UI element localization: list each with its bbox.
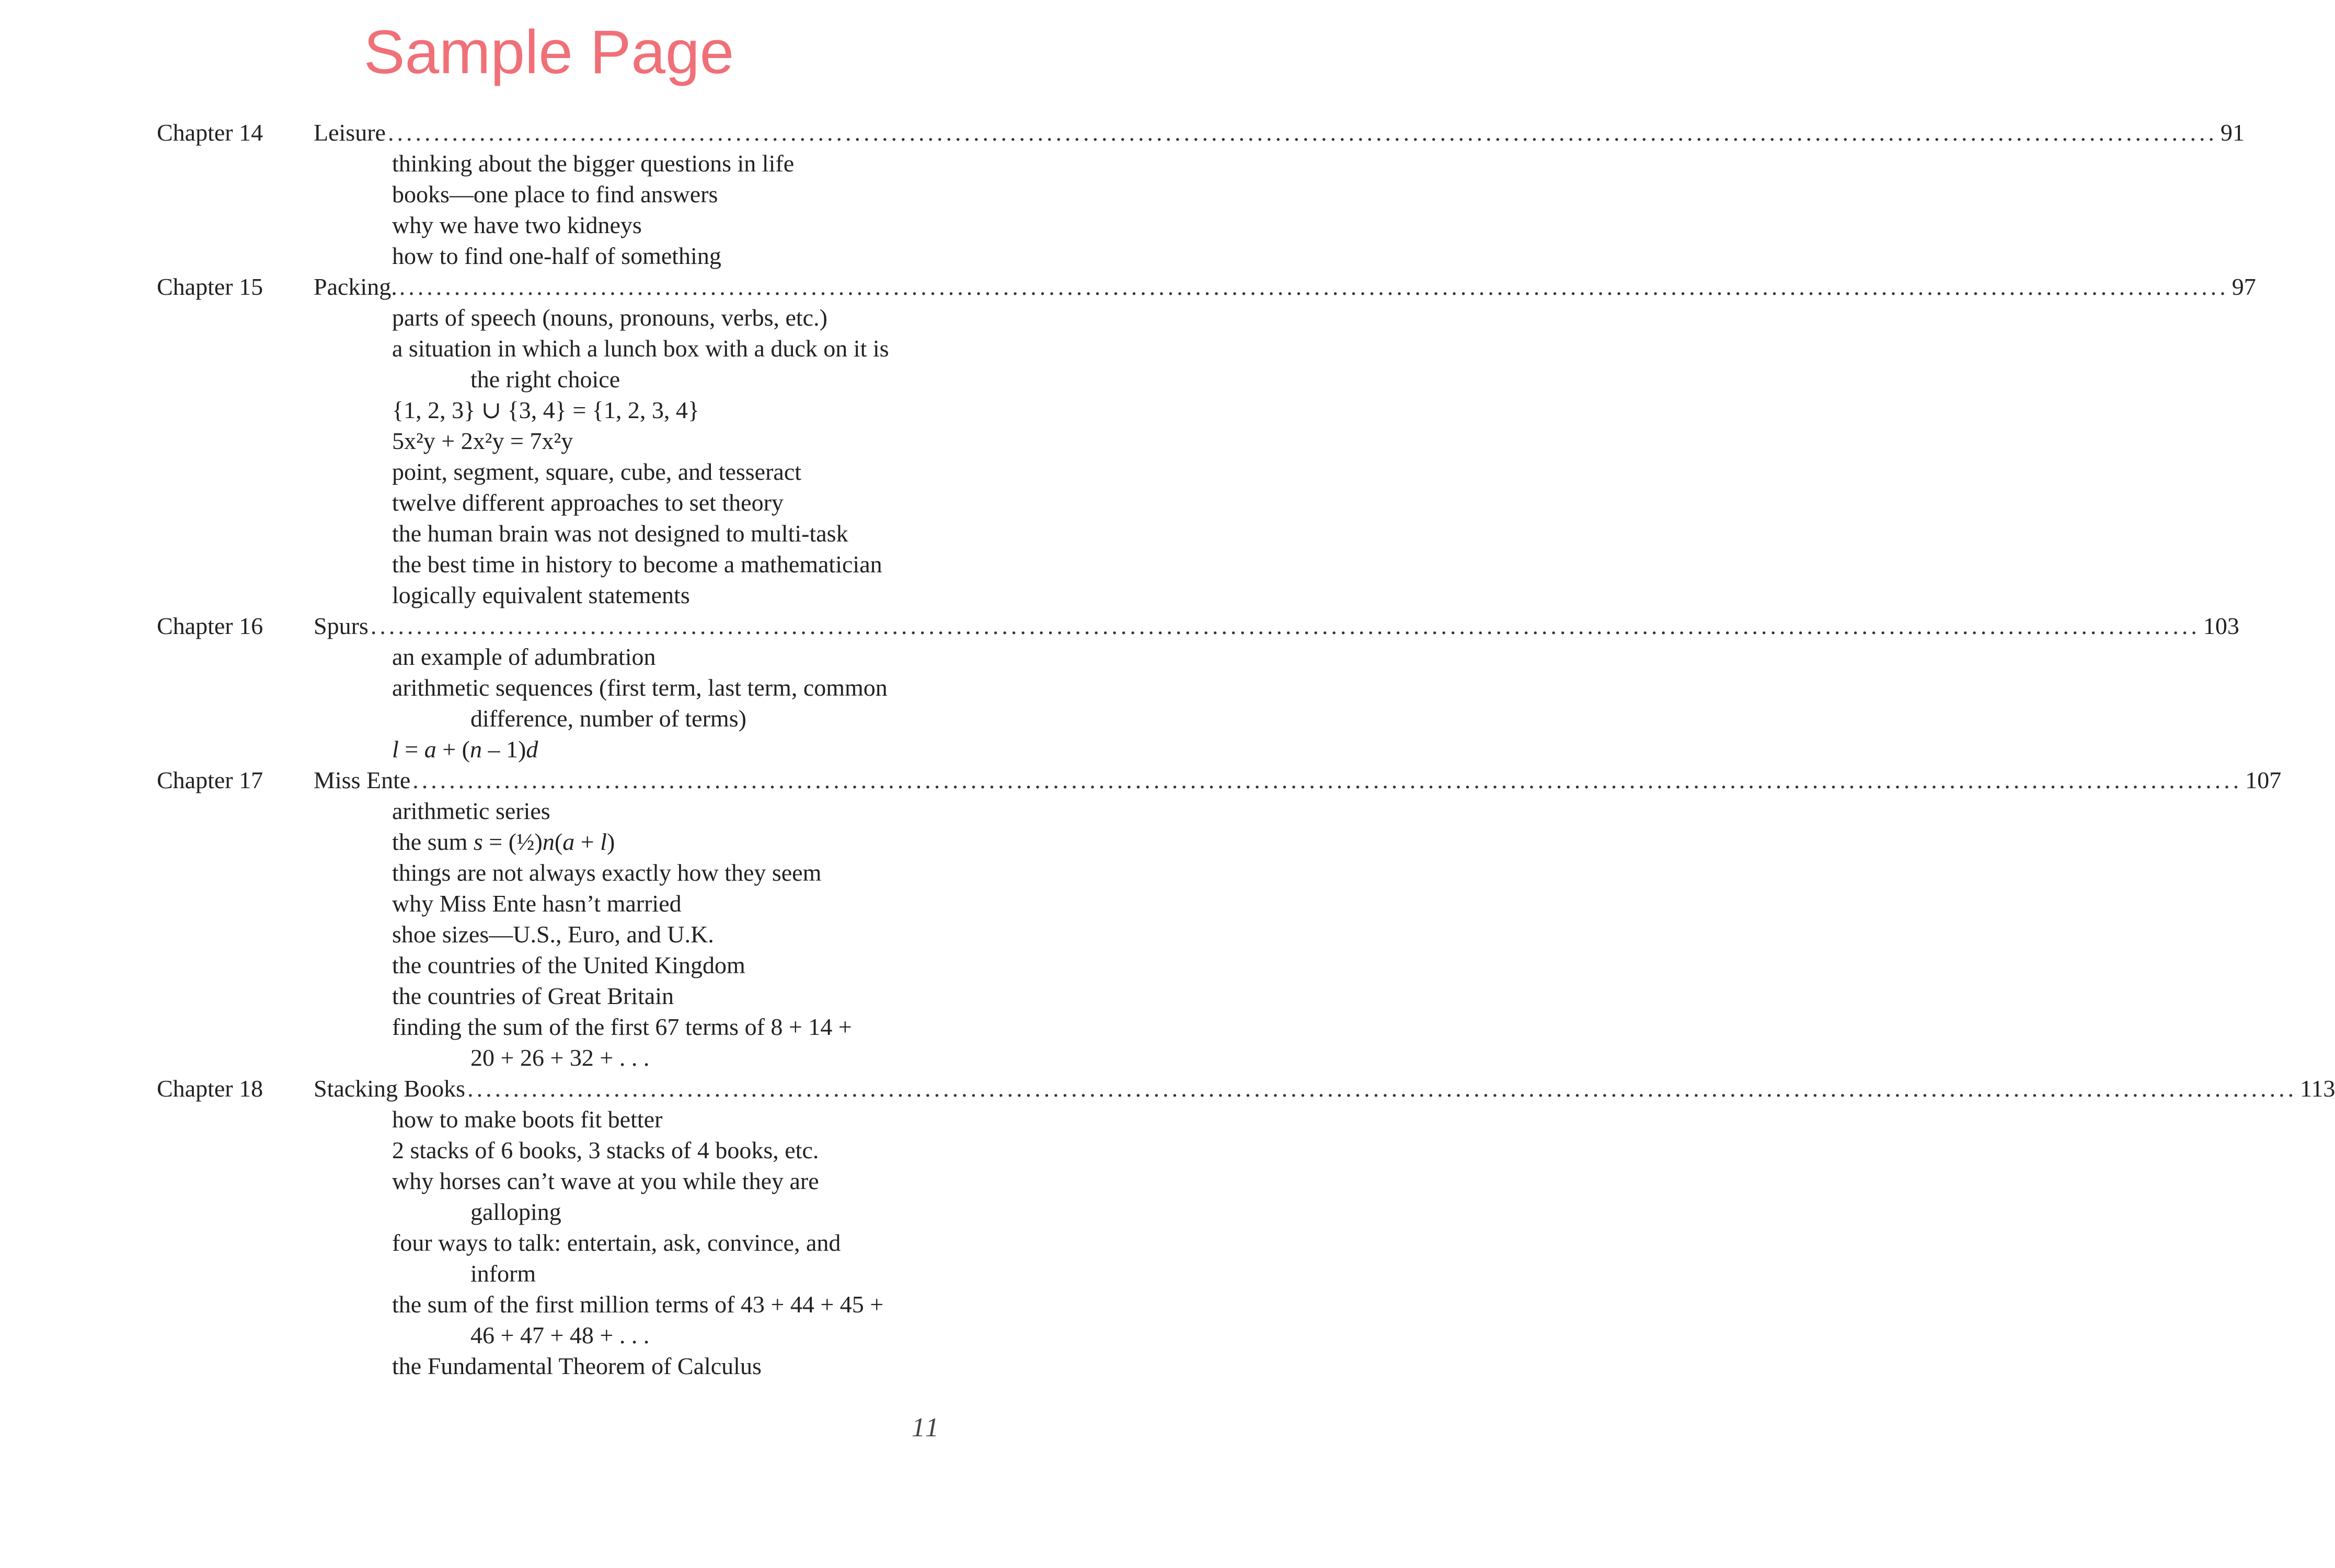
toc-chapter-heading: [157, 610, 2239, 641]
chapter-number: Chapter 16: [157, 613, 263, 639]
chapter-title: Packing.: [314, 273, 397, 300]
dot-leader: ........................................................................................................................................................................................................: [399, 273, 2229, 300]
topic-item: [392, 1011, 941, 1073]
dot-leader: ........................................................................................................................................................................................................: [412, 767, 2242, 793]
topic-item: [392, 395, 941, 425]
topic-text: books—one place to find answers: [392, 181, 718, 207]
topic-item: [392, 302, 941, 333]
topic-item: [392, 1289, 941, 1351]
topic-item: [392, 580, 941, 610]
topic-text: {1, 2, 3} ∪ {3, 4} = {1, 2, 3, 4}: [392, 397, 699, 423]
topic-item: [392, 487, 941, 518]
topic-item: [392, 857, 941, 888]
topic-item: [392, 950, 941, 981]
chapter-topic-list: [157, 148, 941, 271]
topic-item: [392, 826, 941, 857]
topic-text-continuation: 46 + 47 + 48 + . . .: [470, 1322, 650, 1348]
chapter-topic-list: [157, 302, 941, 610]
topic-text: a situation in which a lunch box with a duck on it is: [392, 335, 889, 362]
dot-leader: ........................................................................................................................................................................................................: [467, 1075, 2297, 1102]
topic-item: [392, 981, 941, 1011]
topic-text-continuation: galloping: [470, 1198, 561, 1225]
topic-item: [392, 1166, 941, 1227]
toc-chapter: [157, 610, 2239, 765]
topic-item: [392, 148, 941, 179]
topic-text: arithmetic sequences (first term, last term, common: [392, 674, 888, 701]
dot-leader: ........................................................................................................................................................................................................: [370, 613, 2200, 639]
chapter-number: Chapter 15: [157, 273, 263, 300]
topic-text: twelve different approaches to set theory: [392, 489, 784, 516]
topic-text: the countries of the United Kingdom: [392, 952, 745, 978]
toc-chapter: [157, 1073, 2335, 1381]
topic-item: [392, 210, 941, 240]
chapter-page-number: 113: [2300, 1075, 2335, 1102]
topic-item: [392, 425, 941, 456]
toc-chapter: [157, 765, 2282, 1073]
page-number: 11: [911, 1413, 941, 1443]
chapter-page-number: 97: [2232, 273, 2256, 300]
topic-item: [392, 734, 941, 765]
topic-text: the sum s = (½)n(a + l): [392, 828, 615, 855]
topic-text: point, segment, square, cube, and tesseract: [392, 458, 802, 485]
toc-chapter: [157, 117, 2245, 271]
topic-text: four ways to talk: entertain, ask, convince, and: [392, 1229, 841, 1256]
table-of-contents: [157, 117, 2335, 1381]
topic-text: how to make boots fit better: [392, 1106, 663, 1133]
topic-text: finding the sum of the first 67 terms of 8 + 14 +: [392, 1013, 852, 1040]
chapter-number: Chapter 14: [157, 119, 263, 146]
topic-text: 5x²y + 2x²y = 7x²y: [392, 428, 573, 454]
chapter-title: Stacking Books: [314, 1075, 466, 1102]
topic-item: [392, 456, 941, 487]
topic-item: [392, 518, 941, 549]
topic-text: why we have two kidneys: [392, 212, 642, 238]
topic-item: [392, 1135, 941, 1166]
topic-text: the Fundamental Theorem of Calculus: [392, 1353, 762, 1379]
chapter-topic-list: [157, 1104, 941, 1381]
chapter-title: Miss Ente: [314, 767, 411, 793]
topic-text: 2 stacks of 6 books, 3 stacks of 4 books, etc.: [392, 1137, 819, 1163]
topic-text: an example of adumbration: [392, 643, 656, 670]
topic-text-continuation: the right choice: [470, 366, 620, 393]
topic-item: [392, 888, 941, 919]
topic-text: the countries of Great Britain: [392, 983, 674, 1009]
topic-text-continuation: 20 + 26 + 32 + . . .: [470, 1044, 650, 1071]
toc-chapter-heading: [157, 765, 2282, 795]
chapter-page-number: 103: [2203, 613, 2239, 639]
topic-item: [392, 672, 941, 734]
topic-text: why Miss Ente hasn’t married: [392, 890, 682, 917]
topic-text: why horses can’t wave at you while they are: [392, 1168, 819, 1194]
topic-text: how to find one-half of something: [392, 243, 721, 269]
topic-item: [392, 1351, 941, 1381]
topic-item: [392, 549, 941, 580]
topic-text: thinking about the bigger questions in life: [392, 150, 795, 177]
chapter-page-number: 107: [2245, 767, 2282, 793]
chapter-title: Spurs: [314, 613, 369, 639]
topic-text: l = a + (n – 1)d: [392, 736, 538, 763]
topic-item: [392, 179, 941, 210]
topic-item: [392, 919, 941, 950]
chapter-title: Leisure: [314, 119, 386, 146]
topic-item: [392, 333, 941, 395]
topic-item: [392, 1104, 941, 1135]
topic-text: shoe sizes—U.S., Euro, and U.K.: [392, 921, 714, 948]
toc-chapter: [157, 271, 2256, 610]
chapter-number: Chapter 18: [157, 1075, 263, 1102]
chapter-number: Chapter 17: [157, 767, 263, 793]
topic-item: [392, 795, 941, 826]
dot-leader: ........................................................................................................................................................................................................: [387, 119, 2217, 146]
chapter-page-number: 91: [2220, 119, 2245, 146]
topic-item: [392, 240, 941, 271]
toc-chapter-heading: [157, 271, 2256, 302]
topic-text: the best time in history to become a mathematician: [392, 551, 882, 578]
topic-item: [392, 1227, 941, 1289]
topic-text: logically equivalent statements: [392, 582, 690, 608]
toc-chapter-heading: [157, 117, 2245, 148]
toc-chapter-heading: [157, 1073, 2335, 1104]
topic-text: things are not always exactly how they seem: [392, 859, 822, 886]
chapter-topic-list: [157, 795, 941, 1073]
topic-text: the sum of the first million terms of 43 + 44 + 45 +: [392, 1291, 884, 1318]
topic-text: parts of speech (nouns, pronouns, verbs, etc.): [392, 304, 827, 331]
sample-page-watermark: Sample Page: [363, 18, 734, 87]
topic-text-continuation: difference, number of terms): [470, 705, 746, 732]
topic-item: [392, 641, 941, 672]
topic-text-continuation: inform: [470, 1260, 536, 1287]
topic-text: the human brain was not designed to multi-task: [392, 520, 848, 547]
topic-text: arithmetic series: [392, 798, 550, 824]
chapter-topic-list: [157, 641, 941, 765]
